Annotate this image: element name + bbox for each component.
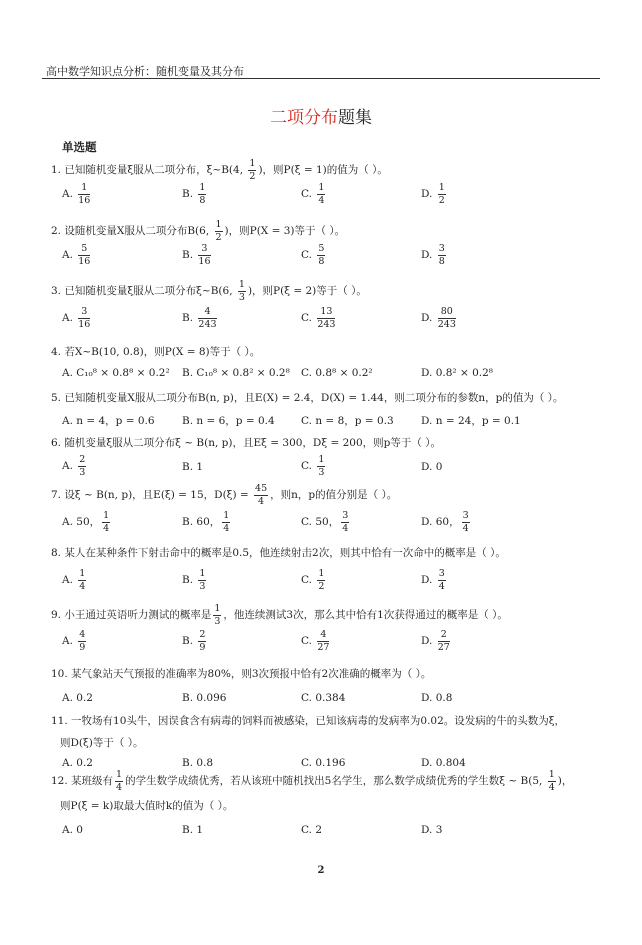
- fraction: $\frac{1}{8}$: [199, 182, 206, 206]
- title-red-part: 二项分布: [270, 108, 338, 128]
- fraction: $\frac{4}{27}$: [317, 629, 330, 653]
- fraction: $\frac{3}{4}$: [342, 510, 349, 534]
- option-a: A. $\frac{2}{3}$: [62, 454, 86, 478]
- question-11-text-continued: 则D(ξ)等于（ ）。: [60, 737, 144, 749]
- fraction: $\frac{3}{8}$: [438, 243, 445, 267]
- page-title: [0, 103, 642, 128]
- fraction: $\frac{1}{2}$: [249, 158, 256, 182]
- fraction: $\frac{3}{16}$: [198, 243, 211, 267]
- fraction: $\frac{1}{2}$: [318, 568, 325, 592]
- question-12-text: 12. 某班级有 $\frac{1}{4}$ 的学生数学成绩优秀，若从该班中随机找出5名学生，那么数学成绩优秀的学生数ξ ~ B(5, $\frac{1}{4}$ )，: [51, 769, 573, 793]
- option-c: C. 0.196: [301, 757, 346, 769]
- option-b: B. $\frac{2}{9}$: [182, 629, 206, 653]
- option-a: A. C₁₀⁸ × 0.8⁸ × 0.2²: [62, 367, 170, 379]
- option-c: C. 2: [301, 824, 323, 836]
- question-9-text: 9. 小王通过英语听力测试的概率是 $\frac{1}{3}$ ，他连续测试3次，那么其中恰有1次获得通过的概率是（ ）。: [51, 603, 508, 627]
- fraction: $\frac{1}{3}$: [214, 603, 221, 627]
- option-a: A. n = 4，p = 0.6: [62, 415, 155, 427]
- fraction: $\frac{3}{4}$: [438, 568, 445, 592]
- option-a: A. 0.2: [62, 692, 93, 704]
- fraction: $\frac{1}{2}$: [215, 219, 222, 243]
- title-black-part: 题集: [338, 108, 372, 128]
- fraction: $\frac{5}{8}$: [318, 243, 325, 267]
- question-1-text: 1. 已知随机变量ξ服从二项分布，ξ~B(4, $\frac{1}{2}$ )，则P(ξ = 1)的值为（ ）。: [51, 158, 388, 182]
- fraction: $\frac{1}{2}$: [438, 182, 445, 206]
- fraction: $\frac{13}{243}$: [317, 306, 336, 330]
- fraction: $\frac{4}{243}$: [198, 306, 217, 330]
- option-d: D. $\frac{80}{243}$: [421, 306, 456, 330]
- header-rule: [42, 78, 600, 79]
- fraction: $\frac{1}{4}$: [79, 568, 86, 592]
- option-a: A. $\frac{3}{16}$: [62, 306, 91, 330]
- fraction: $\frac{1}{3}$: [318, 454, 325, 478]
- option-d: D. $\frac{1}{2}$: [421, 182, 445, 206]
- option-c: C. 0.384: [301, 692, 346, 704]
- option-c: C. $\frac{1}{2}$: [301, 568, 325, 592]
- option-d: D. 0.8: [421, 692, 453, 704]
- option-b: B. $\frac{3}{16}$: [182, 243, 211, 267]
- fraction: $\frac{5}{16}$: [78, 243, 91, 267]
- option-c: C. $\frac{1}{3}$: [301, 454, 325, 478]
- question-12-text-continued: 则P(ξ = k)取最大值时k的值为（ ）。: [60, 800, 234, 812]
- question-4-text: 4. 若X~B(10, 0.8)，则P(X = 8)等于（ ）。: [51, 346, 261, 358]
- option-b: B. 1: [182, 824, 204, 836]
- option-c: C. $\frac{4}{27}$: [301, 629, 330, 653]
- fraction: $\frac{45}{4}$: [255, 483, 268, 507]
- option-a: A. 50， $\frac{1}{4}$: [62, 510, 110, 534]
- fraction: $\frac{80}{243}$: [437, 306, 456, 330]
- fraction: $\frac{2}{3}$: [79, 454, 86, 478]
- fraction: $\frac{1}{4}$: [548, 769, 555, 793]
- option-a: A. 0.2: [62, 757, 93, 769]
- option-d: D. 0.804: [421, 757, 466, 769]
- fraction: $\frac{4}{9}$: [79, 629, 86, 653]
- question-6-text: 6. 随机变量ξ服从二项分布ξ ~ B(n, p)，且Eξ = 300，Dξ = 200，则p等于（ ）。: [51, 437, 441, 449]
- question-7-text: 7. 设ξ ~ B(n, p)，且E(ξ) = 15，D(ξ) = $\frac{45}{4}$ ，则n，p的值分别是（ ）。: [51, 483, 398, 507]
- fraction: $\frac{2}{9}$: [199, 629, 206, 653]
- fraction: $\frac{1}{3}$: [238, 279, 245, 303]
- option-d: D. 0.8² × 0.2⁸: [421, 367, 494, 379]
- fraction: $\frac{3}{16}$: [78, 306, 91, 330]
- question-5-text: 5. 已知随机变量X服从二项分布B(n, p)，且E(X) = 2.4，D(X) = 1.44，则二项分布的参数n，p的值为（ ）。: [51, 392, 564, 404]
- fraction: $\frac{1}{4}$: [223, 510, 230, 534]
- option-c: C. 50， $\frac{3}{4}$: [301, 510, 349, 534]
- option-d: D. 0: [421, 461, 443, 473]
- question-10-text: 10. 某气象站天气预报的准确率为80%，则3次预报中恰有2次准确的概率为（ ）。: [51, 668, 432, 680]
- fraction: $\frac{1}{4}$: [318, 182, 325, 206]
- option-b: B. 0.8: [182, 757, 214, 769]
- option-b: B. C₁₀⁸ × 0.8² × 0.2⁸: [182, 367, 290, 379]
- fraction: $\frac{1}{16}$: [78, 182, 91, 206]
- fraction: $\frac{1}{4}$: [103, 510, 110, 534]
- option-c: C. 0.8⁸ × 0.2²: [301, 367, 373, 379]
- question-8-text: 8. 某人在某种条件下射击命中的概率是0.5，他连续射击2次，则其中恰有一次命中的概率是（ ）。: [51, 547, 506, 559]
- option-d: D. 3: [421, 824, 443, 836]
- option-d: D. n = 24，p = 0.1: [421, 415, 521, 427]
- fraction: $\frac{1}{3}$: [199, 568, 206, 592]
- option-b: B. 0.096: [182, 692, 227, 704]
- option-c: C. $\frac{5}{8}$: [301, 243, 325, 267]
- option-d: D. $\frac{3}{4}$: [421, 568, 445, 592]
- option-b: B. n = 6，p = 0.4: [182, 415, 275, 427]
- option-b: B. 60， $\frac{1}{4}$: [182, 510, 230, 534]
- fraction: $\frac{2}{27}$: [437, 629, 450, 653]
- option-a: A. 0: [62, 824, 83, 836]
- option-b: B. $\frac{1}{3}$: [182, 568, 206, 592]
- option-d: D. 60， $\frac{3}{4}$: [421, 510, 469, 534]
- option-a: A. $\frac{5}{16}$: [62, 243, 91, 267]
- fraction: $\frac{1}{4}$: [116, 769, 123, 793]
- page-number: 2: [317, 865, 325, 876]
- fraction: $\frac{3}{4}$: [462, 510, 469, 534]
- question-11-text: 11. 一牧场有10头牛，因误食含有病毒的饲料而被感染，已知该病毒的发病率为0.02。设发病的牛的头数为ξ，: [51, 715, 566, 727]
- option-c: C. $\frac{1}{4}$: [301, 182, 325, 206]
- option-b: B. $\frac{4}{243}$: [182, 306, 217, 330]
- question-2-text: 2. 设随机变量X服从二项分布B(6, $\frac{1}{2}$ )，则P(X = 3)等于（ ）。: [51, 219, 346, 243]
- section-heading: 单选题: [62, 140, 97, 154]
- option-a: A. $\frac{1}{16}$: [62, 182, 91, 206]
- option-d: D. $\frac{3}{8}$: [421, 243, 445, 267]
- option-a: A. $\frac{4}{9}$: [62, 629, 86, 653]
- option-b: B. $\frac{1}{8}$: [182, 182, 206, 206]
- option-b: B. 1: [182, 461, 204, 473]
- running-header: 高中数学知识点分析：随机变量及其分布: [46, 65, 244, 78]
- option-c: C. $\frac{13}{243}$: [301, 306, 336, 330]
- option-c: C. n = 8，p = 0.3: [301, 415, 394, 427]
- option-d: D. $\frac{2}{27}$: [421, 629, 450, 653]
- question-3-text: 3. 已知随机变量ξ服从二项分布ξ~B(6, $\frac{1}{3}$ )，则P(ξ = 2)等于（ ）。: [51, 279, 367, 303]
- option-a: A. $\frac{1}{4}$: [62, 568, 86, 592]
